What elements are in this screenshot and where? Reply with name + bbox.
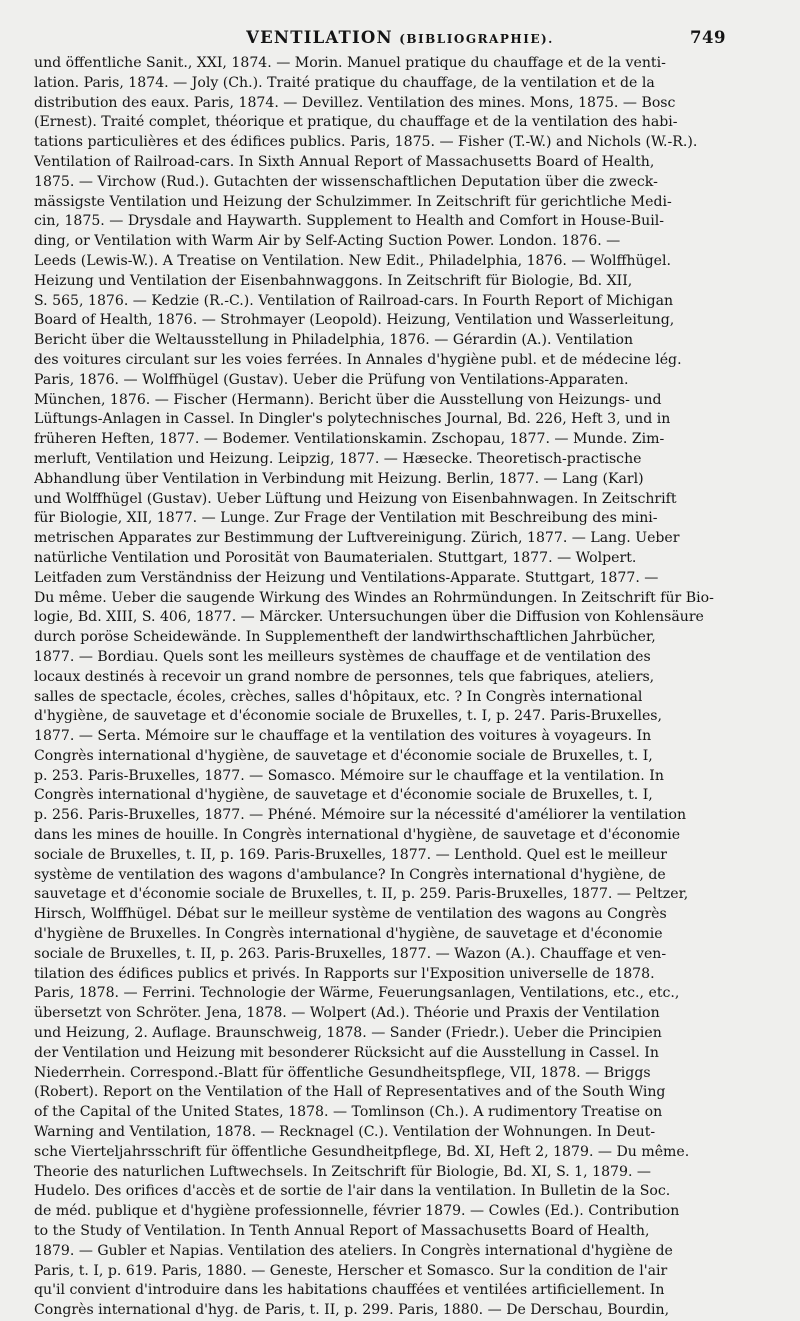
text-line: übersetzt von Schröter. Jena, 1878. — Wolpert (Ad.). Théorie und Praxis der Ventilation — [34, 1005, 660, 1022]
text-line: logie, Bd. XIII, S. 406, 1877. — Märcker. Untersuchungen über die Diffusion von Kohlensäure — [34, 609, 704, 626]
text-line: Warning and Ventilation, 1878. — Recknagel (C.). Ventilation der Wohnungen. In Deut- — [34, 1124, 656, 1141]
text-line: Abhandlung über Ventilation in Verbindung mit Heizung. Berlin, 1877. — Lang (Karl) — [34, 470, 644, 487]
text-line: natürliche Ventilation und Porosität von Baumaterialen. Stuttgart, 1877. — Wolpert. — [34, 549, 637, 566]
text-line: sociale de Bruxelles, t. II, p. 263. Paris-Bruxelles, 1877. — Wazon (A.). Chauffage et ven- — [34, 945, 667, 962]
text-line: sociale de Bruxelles, t. II, p. 169. Paris-Bruxelles, 1877. — Lenthold. Quel est le meilleur — [34, 846, 668, 863]
text-line: Leitfaden zum Verständniss der Heizung und Ventilations-Apparate. Stuttgart, 1877. — — [34, 569, 659, 586]
text-line: und Heizung, 2. Auflage. Braunschweig, 1878. — Sander (Friedr.). Ueber die Principien — [34, 1025, 662, 1042]
text-line: früheren Heften, 1877. — Bodemer. Ventilationskamin. Zschopau, 1877. — Munde. Zim- — [34, 431, 665, 448]
text-line: lation. Paris, 1874. — Joly (Ch.). Traité pratique du chauffage, de la ventilation et de la — [34, 74, 655, 91]
text-line: Congrès international d'hygiène, de sauvetage et d'économie sociale de Bruxelles, t. I, — [34, 787, 653, 804]
text-line: Theorie des naturlichen Luftwechsels. In Zeitschrift für Biologie, Bd. XI, S. 1, 1879. — — [34, 1163, 652, 1180]
text-line: für Biologie, XII, 1877. — Lunge. Zur Frage der Ventilation mit Beschreibung des mini- — [34, 510, 658, 527]
text-line: Lüftungs-Anlagen in Cassel. In Dingler's polytechnisches Journal, Bd. 226, Heft 3, und in — [34, 411, 671, 428]
text-line: p. 256. Paris-Bruxelles, 1877. — Phéné. Mémoire sur la nécessité d'améliorer la ventilation — [34, 807, 687, 824]
text-line: 1879. — Gubler et Napias. Ventilation des ateliers. In Congrès international d'hygiène de — [34, 1242, 673, 1259]
bibliography-text — [34, 54, 766, 1321]
text-line: qu'il convient d'introduire dans les habitations chauffées et ventilées artificiellement. In — [34, 1282, 665, 1299]
text-line: Congrès international d'hygiène, de sauvetage et d'économie sociale de Bruxelles, t. I, — [34, 747, 653, 764]
text-line: mässigste Ventilation und Heizung der Schulzimmer. In Zeitschrift für gerichtliche Medi- — [34, 193, 672, 210]
text-line: Du même. Ueber die saugende Wirkung des Windes an Rohrmündungen. In Zeitschrift für Bio- — [34, 589, 714, 606]
text-line: 1877. — Serta. Mémoire sur le chauffage et la ventilation des voitures à voyageurs. In — [34, 728, 652, 745]
text-line: merluft, Ventilation und Heizung. Leipzig, 1877. — Hæsecke. Theoretisch-practische — [34, 450, 642, 467]
text-line: Niederrhein. Correspond.-Blatt für öffentliche Gesundheitspflege, VII, 1878. — Briggs — [34, 1064, 651, 1081]
text-line: dans les mines de houille. In Congrès international d'hygiène, de sauvetage et d'économie — [34, 827, 681, 844]
text-line: Paris, 1876. — Wolffhügel (Gustav). Ueber die Prüfung von Ventilations-Apparaten. — [34, 371, 629, 388]
text-line: of the Capital of the United States, 1878. — Tomlinson (Ch.). A rudimentory Treatise on — [34, 1104, 663, 1121]
text-line: tilation des édifices publics et privés. In Rapports sur l'Exposition universelle de 1878. — [34, 965, 655, 982]
text-line: des voitures circulant sur les voies ferrées. In Annales d'hygiène publ. et de médecine lég. — [34, 351, 682, 368]
text-line: système de ventilation des wagons d'ambulance? In Congrès international d'hygiène, de — [34, 866, 666, 883]
text-line: 1877. — Bordiau. Quels sont les meilleurs systèmes de chauffage et de ventilation des — [34, 648, 651, 665]
text-line: Hudelo. Des orifices d'accès et de sortie de l'air dans la ventilation. In Bulletin de la Soc. — [34, 1183, 671, 1200]
text-line: to the Study of Ventilation. In Tenth Annual Report of Massachusetts Board of Health, — [34, 1223, 650, 1240]
text-line: Heizung und Ventilation der Eisenbahnwaggons. In Zeitschrift für Biologie, Bd. XII, — [34, 272, 633, 289]
text-line: Hirsch, Wolffhügel. Débat sur le meilleur système de ventilation des wagons au Congrès — [34, 906, 667, 923]
text-line: cin, 1875. — Drysdale and Haywarth. Supplement to Health and Comfort in House-Buil- — [34, 213, 664, 230]
text-line: Leeds (Lewis-W.). A Treatise on Ventilation. New Edit., Philadelphia, 1876. — Wolffhügel. — [34, 252, 672, 269]
text-line: S. 565, 1876. — Kedzie (R.-C.). Ventilation of Railroad-cars. In Fourth Report of Michigan — [34, 292, 674, 309]
running-subtitle: (BIBLIOGRAPHIE). — [399, 32, 554, 46]
text-line: distribution des eaux. Paris, 1874. — Devillez. Ventilation des mines. Mons, 1875. — Bosc — [34, 94, 676, 111]
text-line: Board of Health, 1876. — Strohmayer (Leopold). Heizung, Ventilation und Wasserleitung, — [34, 312, 675, 329]
text-line: und Wolffhügel (Gustav). Ueber Lüftung und Heizung von Eisenbahnwagen. In Zeitschrift — [34, 490, 677, 507]
text-line: p. 253. Paris-Bruxelles, 1877. — Somasco. Mémoire sur le chauffage et la ventilation. In — [34, 767, 664, 784]
text-line: Bericht über die Weltausstellung in Philadelphia, 1876. — Gérardin (A.). Ventilation — [34, 332, 634, 349]
page-number: 749 — [690, 28, 726, 47]
text-line: sche Vierteljahrsschrift für öffentliche Gesundheitpflege, Bd. XI, Heft 2, 1879. — Du même. — [34, 1143, 690, 1160]
text-line: und öffentliche Sanit., XXI, 1874. — Morin. Manuel pratique du chauffage et de la venti- — [34, 55, 666, 71]
text-line: salles de spectacle, écoles, crèches, salles d'hôpitaux, etc. ? In Congrès international — [34, 688, 643, 705]
running-title: VENTILATION — [246, 28, 393, 47]
running-header — [34, 28, 766, 54]
text-line: tations particulières et des édifices publics. Paris, 1875. — Fisher (T.-W.) and Nichols (W.-R.). — [34, 134, 698, 151]
text-line: Paris, 1878. — Ferrini. Technologie der Wärme, Feuerungsanlagen, Ventilations, etc., etc., — [34, 985, 680, 1002]
text-line: (Robert). Report on the Ventilation of the Hall of Representatives and of the South Wing — [34, 1084, 666, 1101]
text-line: Paris, t. I, p. 619. Paris, 1880. — Geneste, Herscher et Somasco. Sur la condition de l'air — [34, 1262, 668, 1279]
text-line: locaux destinés à recevoir un grand nombre de personnes, tels que fabriques, ateliers, — [34, 668, 655, 685]
text-line: d'hygiène de Bruxelles. In Congrès international d'hygiène, de sauvetage et d'économie — [34, 926, 663, 943]
text-line: durch poröse Scheidewände. In Supplementheft der landwirthschaftlichen Jahrbücher, — [34, 629, 656, 646]
text-line: (Ernest). Traité complet, théorique et pratique, du chauffage et de la ventilation des habi- — [34, 114, 678, 131]
text-line: Ventilation of Railroad-cars. In Sixth Annual Report of Massachusetts Board of Health, — [34, 153, 655, 170]
text-line: 1875. — Virchow (Rud.). Gutachten der wissenschaftlichen Deputation über die zweck- — [34, 173, 658, 190]
text-line: Congrès international d'hyg. de Paris, t. II, p. 299. Paris, 1880. — De Derschau, Bourdin, — [34, 1302, 670, 1319]
text-line: München, 1876. — Fischer (Hermann). Bericht über die Ausstellung von Heizungs- und — [34, 391, 662, 408]
text-line: de méd. publique et d'hygiène professionnelle, février 1879. — Cowles (Ed.). Contribution — [34, 1203, 680, 1220]
text-line: der Ventilation und Heizung mit besonderer Rücksicht auf die Ausstellung in Cassel. In — [34, 1044, 659, 1061]
text-line: sauvetage et d'économie sociale de Bruxelles, t. II, p. 259. Paris-Bruxelles, 1877. — Peltzer, — [34, 886, 689, 903]
text-line: ding, or Ventilation with Warm Air by Self-Acting Suction Power. London. 1876. — — [34, 233, 621, 250]
text-line: d'hygiène, de sauvetage et d'économie sociale de Bruxelles, t. I, p. 247. Paris-Bruxelles, — [34, 708, 663, 725]
text-line: metrischen Apparates zur Bestimmung der Luftvereinigung. Zürich, 1877. — Lang. Ueber — [34, 530, 680, 547]
